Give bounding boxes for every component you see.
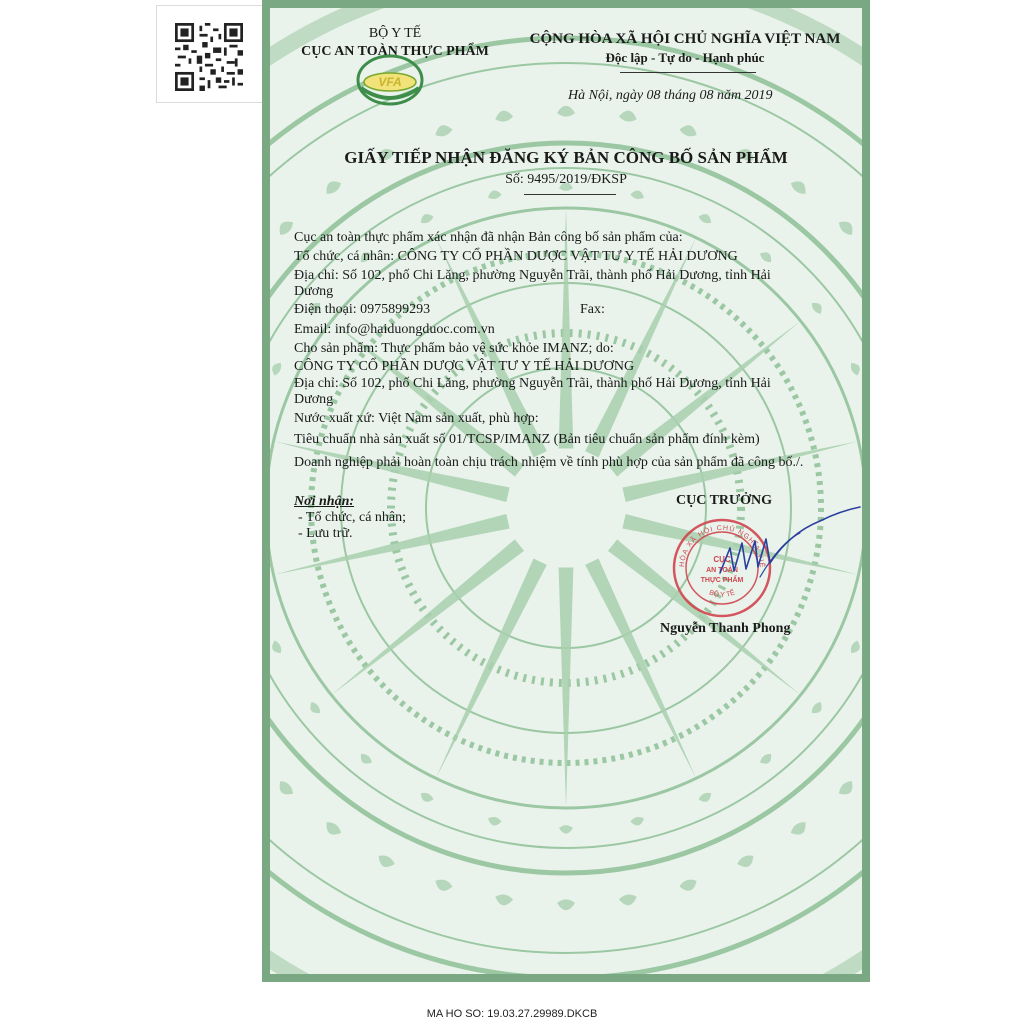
organization-line: Tổ chức, cá nhân: CÔNG TY CỔ PHẦN DƯỢC VẬT TƯ Y TẾ HẢI DƯƠNG <box>294 249 738 264</box>
certificate-document <box>262 0 870 982</box>
address-line-1-cont: Dương <box>294 284 334 299</box>
page-title: GIẤY TIẾP NHẬN ĐĂNG KÝ BẢN CÔNG BỐ SẢN PHẨM <box>344 148 788 167</box>
address-line-1: Địa chỉ: Số 102, phố Chi Lăng, phường Nguyễn Trãi, thành phố Hải Dương, tỉnh Hải <box>294 268 771 283</box>
origin-line: Nước xuất xứ: Việt Nam sản xuất, phù hợp: <box>294 411 539 426</box>
national-motto: Độc lập - Tự do - Hạnh phúc <box>605 50 765 65</box>
place-and-date: Hà Nội, ngày 08 tháng 08 năm 2019 <box>568 88 773 103</box>
intro-text: Cục an toàn thực phẩm xác nhận đã nhận Bản công bố sản phẩm của: <box>294 230 683 245</box>
signer-name: Nguyễn Thanh Phong <box>660 621 791 636</box>
producer-line: CÔNG TY CỔ PHẦN DƯỢC VẬT TƯ Y TẾ HẢI DƯƠNG <box>294 359 635 374</box>
recipient-item: - Lưu trữ. <box>298 526 353 541</box>
address-line-2: Địa chỉ: Số 102, phố Chi Lăng, phường Nguyễn Trãi, thành phố Hải Dương, tỉnh Hải <box>294 376 771 391</box>
email-line: Email: info@haiduongduoc.com.vn <box>294 322 495 337</box>
recipient-item: - Tổ chức, cá nhân; <box>298 510 407 525</box>
phone-line: Điện thoại: 0975899293 <box>294 302 431 317</box>
responsibility-line: Doanh nghiệp phải hoàn toàn chịu trách nhiệm về tính phù hợp của sản phẩm đã công bố./. <box>294 455 804 470</box>
record-code-footer: MA HO SO: 19.03.27.29989.DKCB <box>426 1008 598 1020</box>
signer-role: CỤC TRƯỞNG <box>676 493 773 508</box>
svg-text:AN TOÀN: AN TOÀN <box>706 567 738 574</box>
svg-text:THỰC PHẨM: THỰC PHẨM <box>700 577 744 584</box>
country-name: CỘNG HÒA XÃ HỘI CHỦ NGHĨA VIỆT NAM <box>529 31 841 47</box>
fax-line: Fax: <box>580 302 605 317</box>
address-line-2-cont: Dương <box>294 392 334 407</box>
registration-number: Số: 9495/2019/ĐKSP <box>505 172 627 187</box>
qr-code-card <box>156 5 264 103</box>
qr-code-icon <box>175 23 243 91</box>
svg-text:CỤC: CỤC <box>713 555 731 564</box>
svg-text:BỘ Y TẾ: BỘ Y TẾ <box>708 589 736 599</box>
handwritten-signature-icon <box>700 503 870 593</box>
svg-text:CỘNG HÒA XÃ HỘI CHỦ NGHĨA VIỆT: HÒA XÃ HỘI CHỦ NGHĨA VIỆ <box>678 524 766 569</box>
ministry-name: BỘ Y TẾ <box>368 26 422 41</box>
svg-text:VFA: VFA <box>378 75 402 89</box>
recipients-heading: Nơi nhận: <box>294 494 355 509</box>
product-line: Cho sản phẩm: Thực phẩm bảo vệ sức khỏe IMANZ; do: <box>294 341 614 356</box>
motto-underline <box>620 72 756 73</box>
vfa-logo-icon <box>355 52 425 108</box>
number-underline <box>524 194 616 195</box>
standard-line: Tiêu chuẩn nhà sản xuất số 01/TCSP/IMANZ (Bản tiêu chuẩn sản phẩm đính kèm) <box>294 432 760 447</box>
department-name: CỤC AN TOÀN THỰC PHẨM <box>301 44 489 59</box>
